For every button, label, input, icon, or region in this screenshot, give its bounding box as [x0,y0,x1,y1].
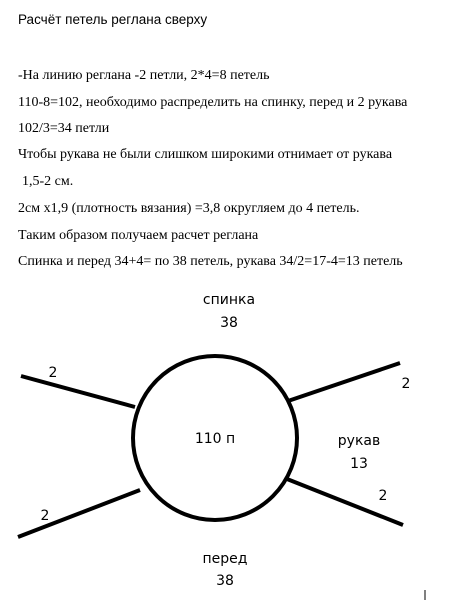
raglan-label-lower-right: 2 [378,488,388,504]
back-label: спинка [202,292,256,308]
sleeve-value: 13 [350,456,368,472]
text-line-distribution: 110-8=102, необходимо распределить на спинку, перед и 2 рукава [18,95,408,110]
raglan-label-lower-left: 2 [40,508,50,524]
raglan-diagram [0,280,465,600]
raglan-label-upper-right: 2 [401,376,411,392]
raglan-line-upper-left [21,376,135,407]
center-stitch-count: 110 п [194,431,236,447]
text-line-gauge: 2см х1,9 (плотность вязания) =3,8 округляем до 4 петель. [18,201,360,216]
text-line-summary-intro: Таким образом получаем расчет реглана [18,228,259,243]
raglan-line-lower-left [18,490,140,537]
text-line-summary: Спинка и перед 34+4= по 38 петель, рукава 34/2=17-4=13 петель [18,254,403,269]
text-line-sleeve-cm: 1,5-2 см. [22,174,74,189]
sleeve-label: рукав [337,433,381,449]
back-value: 38 [220,315,238,331]
raglan-line-upper-right [288,363,400,401]
text-line-sleeve-note: Чтобы рукава не были слишком широкими отнимает от рукава [18,147,393,162]
text-line-division: 102/3=34 петли [18,121,110,136]
raglan-label-upper-left: 2 [48,365,58,381]
document-title: Расчёт петель реглана сверху [18,12,208,27]
front-label: перед [202,551,248,567]
text-line-raglan-stitches: -На линию реглана -2 петли, 2*4=8 петель [18,68,270,83]
front-value: 38 [216,573,234,589]
